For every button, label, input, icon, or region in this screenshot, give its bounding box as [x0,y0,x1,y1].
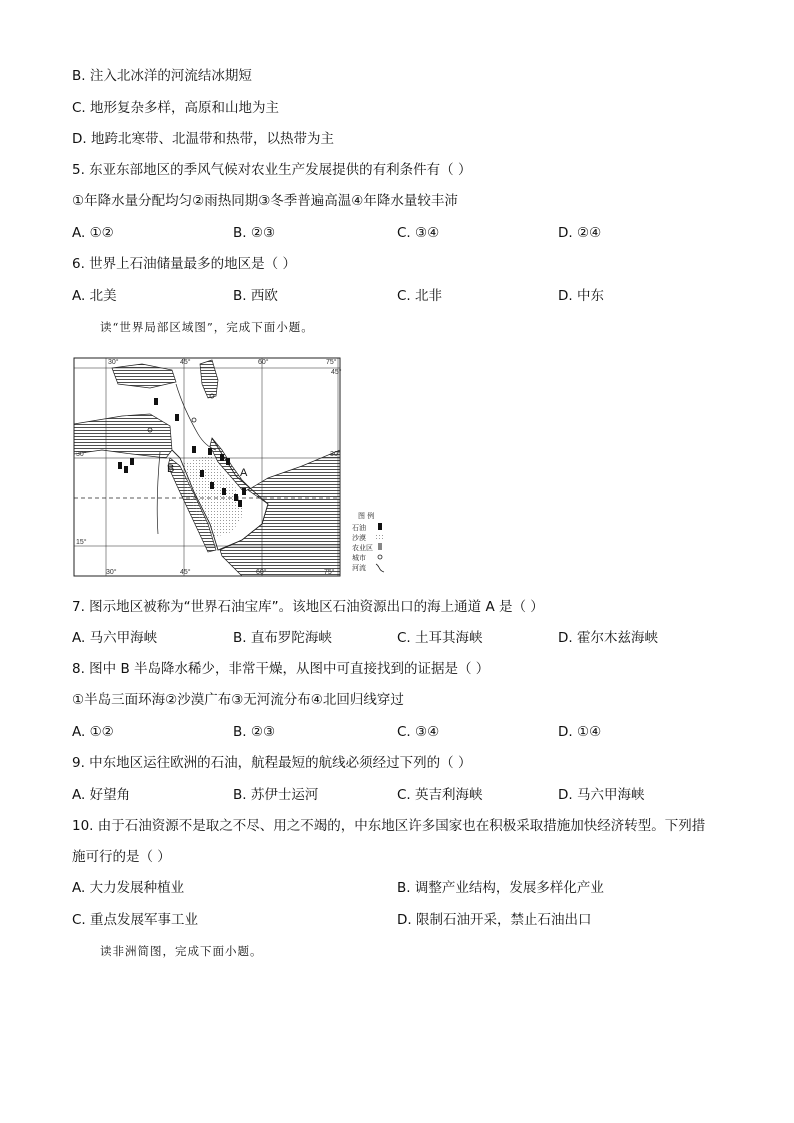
oil-marker [226,458,230,465]
q5-option-c: C. ③④ [397,225,440,241]
q8-option-c: C. ③④ [397,724,440,740]
q4-option-c: C. 地形复杂多样，高原和山地为主 [72,100,280,116]
q4-option-d: D. 地跨北寒带、北温带和热带，以热带为主 [72,131,334,147]
lon-label-bottom: 60° [256,569,267,576]
q7-option-a: A. 马六甲海峡 [72,630,158,646]
lon-label-top: 45° [180,359,191,366]
legend-city-symbol [378,555,382,559]
label-b: B [167,463,175,475]
lon-label-top: 30° [108,359,119,366]
oil-marker [130,458,134,465]
oil-marker [124,466,128,473]
oil-marker [208,448,212,455]
legend-river: 河流 [352,564,366,572]
legend-farmland-symbol [378,543,382,550]
oil-marker [234,494,238,501]
q9-stem: 9. 中东地区运往欧洲的石油，航程最短的航线必须经过下列的（ ） [72,755,472,771]
lon-label-bottom: 75° [324,569,335,576]
legend-desert-symbol [376,534,384,540]
q9-option-d: D. 马六甲海峡 [558,787,645,803]
legend-city: 城市 [352,554,366,562]
oil-marker [154,398,158,405]
q10-stem-line2: 施可行的是（ ） [72,849,171,865]
q8-option-d: D. ①④ [558,724,602,740]
q6-option-a: A. 北美 [72,288,117,304]
q5-option-a: A. ①② [72,225,114,241]
middle-east-map [72,354,392,580]
oil-marker [175,414,179,421]
legend-title: 图 例 [358,512,375,520]
q8-option-a: A. ①② [72,724,114,740]
q10-option-d: D. 限制石油开采，禁止石油出口 [397,912,592,928]
q10-stem-line1: 10. 由于石油资源不是取之不尽、用之不竭的，中东地区许多国家也在积极采取措施加快经济转型。下列措 [72,818,706,834]
oil-marker [238,500,242,507]
legend-farmland: 农业区 [352,544,373,552]
q6-stem: 6. 世界上石油储量最多的地区是（ ） [72,256,296,272]
africa-map-instruction: 读非洲简图，完成下面小题。 [100,944,263,958]
lon-label-top: 75° [326,359,337,366]
oil-marker [118,462,122,469]
map-legend [352,511,384,572]
lat-label-right: 45° [331,369,342,376]
q8-stem: 8. 图中 B 半岛降水稀少，非常干燥，从图中可直接找到的证据是（ ） [72,661,490,677]
lon-label-bottom: 30° [106,569,117,576]
q7-option-c: C. 土耳其海峡 [397,630,483,646]
q5-option-b: B. ②③ [233,225,276,241]
q10-option-c: C. 重点发展军事工业 [72,912,199,928]
q5-items: ①年降水量分配均匀②雨热同期③冬季普遍高温④年降水量较丰沛 [72,193,458,209]
oil-marker [222,488,226,495]
oil-marker [242,488,246,495]
label-a: A [240,467,248,479]
q9-option-a: A. 好望角 [72,787,131,803]
lat-label-left: 15° [76,539,87,546]
q4-option-b: B. 注入北冰洋的河流结冰期短 [72,68,252,84]
q8-option-b: B. ②③ [233,724,276,740]
legend-desert: 沙漠 [352,534,366,542]
q6-option-d: D. 中东 [558,288,604,304]
q9-option-c: C. 英吉利海峡 [397,787,483,803]
q10-option-b: B. 调整产业结构，发展多样化产业 [397,880,604,896]
q7-option-b: B. 直布罗陀海峡 [233,630,332,646]
oil-marker [192,446,196,453]
q7-option-d: D. 霍尔木兹海峡 [558,630,658,646]
map-reading-instruction: 读“世界局部区域图”，完成下面小题。 [100,320,314,334]
lon-label-top: 60° [258,359,269,366]
q9-option-b: B. 苏伊士运河 [233,787,319,803]
lon-label-bottom: 45° [180,569,191,576]
oil-marker [210,482,214,489]
q10-option-a: A. 大力发展种植业 [72,880,185,896]
legend-oil: 石油 [352,524,366,532]
q8-items: ①半岛三面环海②沙漠广布③无河流分布④北回归线穿过 [72,692,404,708]
q6-option-c: C. 北非 [397,288,443,304]
oil-marker [200,470,204,477]
q7-stem: 7. 图示地区被称为“世界石油宝库”。该地区石油资源出口的海上通道 A 是（ ） [72,599,544,615]
q6-option-b: B. 西欧 [233,288,278,304]
oil-marker [220,454,224,461]
q5-stem: 5. 东亚东部地区的季风气候对农业生产发展提供的有利条件有（ ） [72,162,472,178]
lat-label-right: 30° [330,451,341,458]
lat-label-left: 30° [76,451,87,458]
legend-oil-symbol [378,523,382,530]
q5-option-d: D. ②④ [558,225,602,241]
legend-river-symbol [376,564,384,572]
